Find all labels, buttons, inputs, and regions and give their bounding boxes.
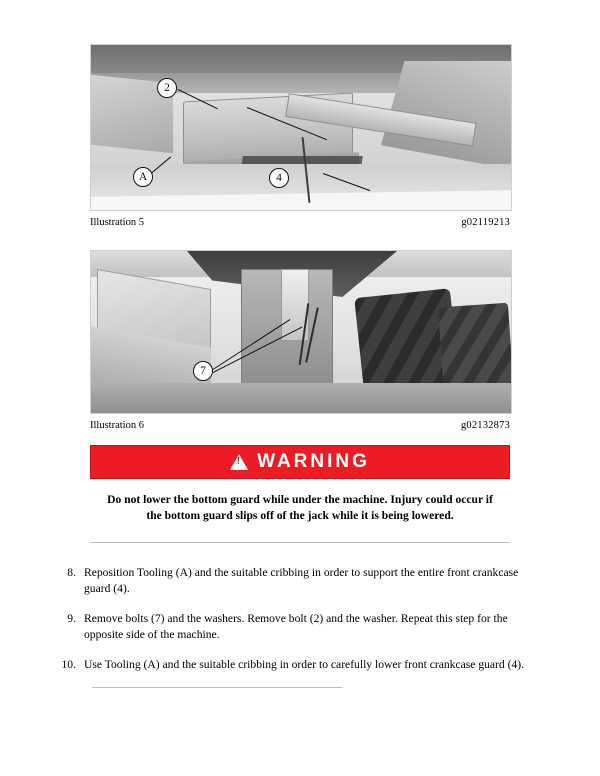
- step-number: 8.: [67, 566, 76, 579]
- step-item: [58, 565, 542, 597]
- figure-graphic-id: g02119213: [461, 217, 510, 228]
- callout-4: 4: [269, 168, 289, 188]
- figure-graphic-id: g02132873: [460, 420, 510, 431]
- warning-banner: [90, 445, 510, 479]
- bottom-divider-wrap: [92, 687, 542, 688]
- figure-caption-5: [90, 211, 510, 228]
- warning-label: WARNING: [257, 451, 370, 472]
- procedure-steps: [58, 565, 542, 673]
- photo-shape: [91, 383, 511, 413]
- step-text: Reposition Tooling (A) and the suitable cribbing in order to support the entire front crankcase guard (4).: [84, 566, 519, 595]
- figure-illustration-5: [90, 44, 510, 228]
- step-text: Remove bolts (7) and the washers. Remove bolt (2) and the washer. Repeat this step for the opposite side of the machine.: [84, 612, 508, 641]
- figure-illustration-6: [90, 250, 510, 431]
- step-text: Use Tooling (A) and the suitable cribbing in order to carefully lower front crankcase guard (4).: [84, 658, 525, 671]
- figure-caption-label: Illustration 6: [90, 420, 144, 431]
- warning-triangle-icon: [230, 454, 248, 470]
- divider: [92, 687, 342, 688]
- warning-block: [90, 445, 510, 543]
- figure-image-5: [90, 44, 512, 211]
- warning-text: Do not lower the bottom guard while under the machine. Injury could occur if the bottom guard slips off of the jack while it is being lowered.: [107, 493, 493, 522]
- divider: [90, 542, 510, 543]
- step-item: [58, 611, 542, 643]
- step-number: 10.: [61, 658, 76, 671]
- callout-2: 2: [157, 78, 177, 98]
- callout-A: A: [133, 167, 153, 187]
- figure-image-6: [90, 250, 512, 414]
- figure-caption-label: Illustration 5: [90, 217, 144, 228]
- figure-caption-6: [90, 414, 510, 431]
- callout-7: 7: [193, 361, 213, 381]
- step-item: [58, 657, 542, 673]
- step-number: 9.: [67, 612, 76, 625]
